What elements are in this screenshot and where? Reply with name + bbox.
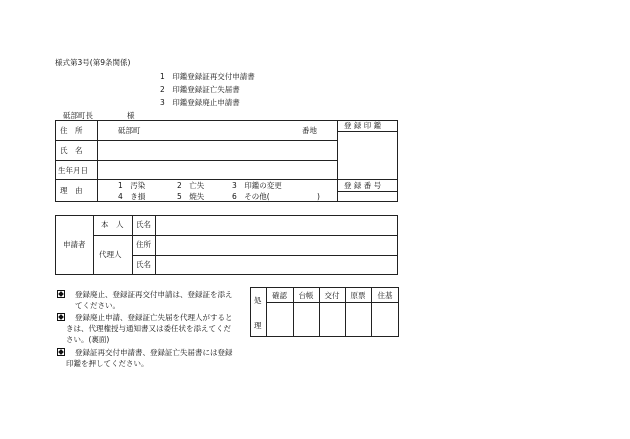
note-line: さい。(裏面) <box>66 335 110 344</box>
address-suffix: 番地 <box>302 126 317 135</box>
processing-column-header: 確認 <box>272 291 287 300</box>
reason-other-close: ) <box>317 192 320 201</box>
proxy-label: 代理人 <box>99 250 122 259</box>
bullet-diamond-icon <box>57 348 65 356</box>
self-label: 本 人 <box>101 220 124 229</box>
reason-option: 3 印鑑の変更 <box>232 181 282 190</box>
applicant-label: 申請者 <box>63 240 86 249</box>
honorific: 様 <box>127 111 135 120</box>
note-line: 登録廃止、登録証再交付申請は、登録証を添え <box>75 290 233 299</box>
address-prefix: 砥部町 <box>118 126 141 135</box>
proxy-address-label: 住所 <box>136 240 151 249</box>
processing-side-label: 処 <box>254 296 262 305</box>
note-line: てください。 <box>75 301 120 310</box>
name-label: 氏 名 <box>60 146 83 155</box>
seal-label: 登 録 印 鑑 <box>344 121 382 130</box>
reason-option: 5 焼失 <box>177 192 205 201</box>
form-reference: 様式第3号(第9条関係) <box>55 58 131 67</box>
proxy-name-label: 氏名 <box>136 260 151 269</box>
processing-column-header: 台帳 <box>298 291 314 300</box>
note-line: 登録証再交付申請書、登録証亡失届書には登録 <box>75 348 233 357</box>
reason-option: 2 亡失 <box>177 181 205 190</box>
processing-column-header: 住基 <box>377 291 393 300</box>
note-line: 登録廃止申請、登録証亡失届を代理人がすると <box>75 313 233 322</box>
mayor-addressee: 砥部町長 <box>63 111 93 120</box>
self-name-label: 氏名 <box>136 220 151 229</box>
reason-option: 4 き損 <box>118 192 146 201</box>
note-line: きは、代理権授与通知書又は委任状を添えてくだ <box>66 324 231 333</box>
reason-option: 1 汚染 <box>118 181 146 190</box>
reason-option: 6 その他( <box>232 192 270 201</box>
bullet-diamond-icon <box>57 313 65 321</box>
address-label: 住 所 <box>60 126 83 135</box>
registration-number-label: 登 録 番 号 <box>344 181 382 190</box>
title-loss: 2 印鑑登録証亡失届書 <box>160 85 240 94</box>
bullet-diamond-icon <box>57 290 65 298</box>
note-line: 印鑑を押してください。 <box>66 359 149 368</box>
reason-label: 理 由 <box>60 186 83 195</box>
processing-side-label: 理 <box>254 321 262 330</box>
title-reissue: 1 印鑑登録証再交付申請書 <box>160 72 255 81</box>
processing-column-header: 原票 <box>350 291 366 300</box>
dob-label: 生年月日 <box>58 166 88 175</box>
title-abolition: 3 印鑑登録廃止申請書 <box>160 98 240 107</box>
processing-column-header: 交付 <box>324 291 340 300</box>
